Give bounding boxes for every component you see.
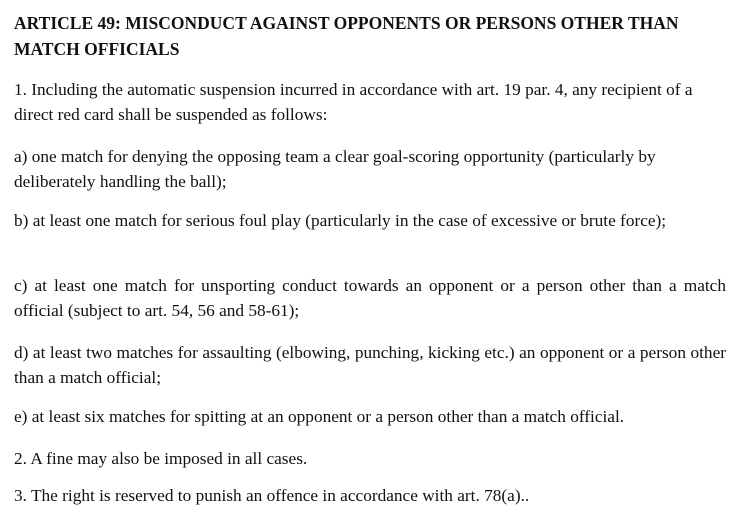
article-title: ARTICLE 49: MISCONDUCT AGAINST OPPONENTS OR PERSONS OTHER THAN MATCH OFFICIALS <box>14 13 679 59</box>
item-b: b) at least one match for serious foul play (particularly in the case of excessive or brute force); <box>14 211 667 230</box>
item-a: a) one match for denying the opposing team a clear goal-scoring opportunity (particularly by deliberately handling the ball); <box>14 147 656 191</box>
item-c: c) at least one match for unsporting conduct towards an opponent or a person other than a match official (subject to art. 54, 56 and 58-61); <box>14 276 726 320</box>
paragraph-3: 3. The right is reserved to punish an offence in accordance with art. 78(a).. <box>14 486 530 505</box>
item-d: d) at least two matches for assaulting (elbowing, punching, kicking etc.) an opponent or a person other than a match official; <box>14 343 726 387</box>
paragraph-1: 1. Including the automatic suspension incurred in accordance with art. 19 par. 4, any recipient of a direct red card shall be suspended as follows: <box>14 80 693 124</box>
item-e: e) at least six matches for spitting at an opponent or a person other than a match official. <box>14 407 625 426</box>
paragraph-2: 2. A fine may also be imposed in all cases. <box>14 449 308 468</box>
